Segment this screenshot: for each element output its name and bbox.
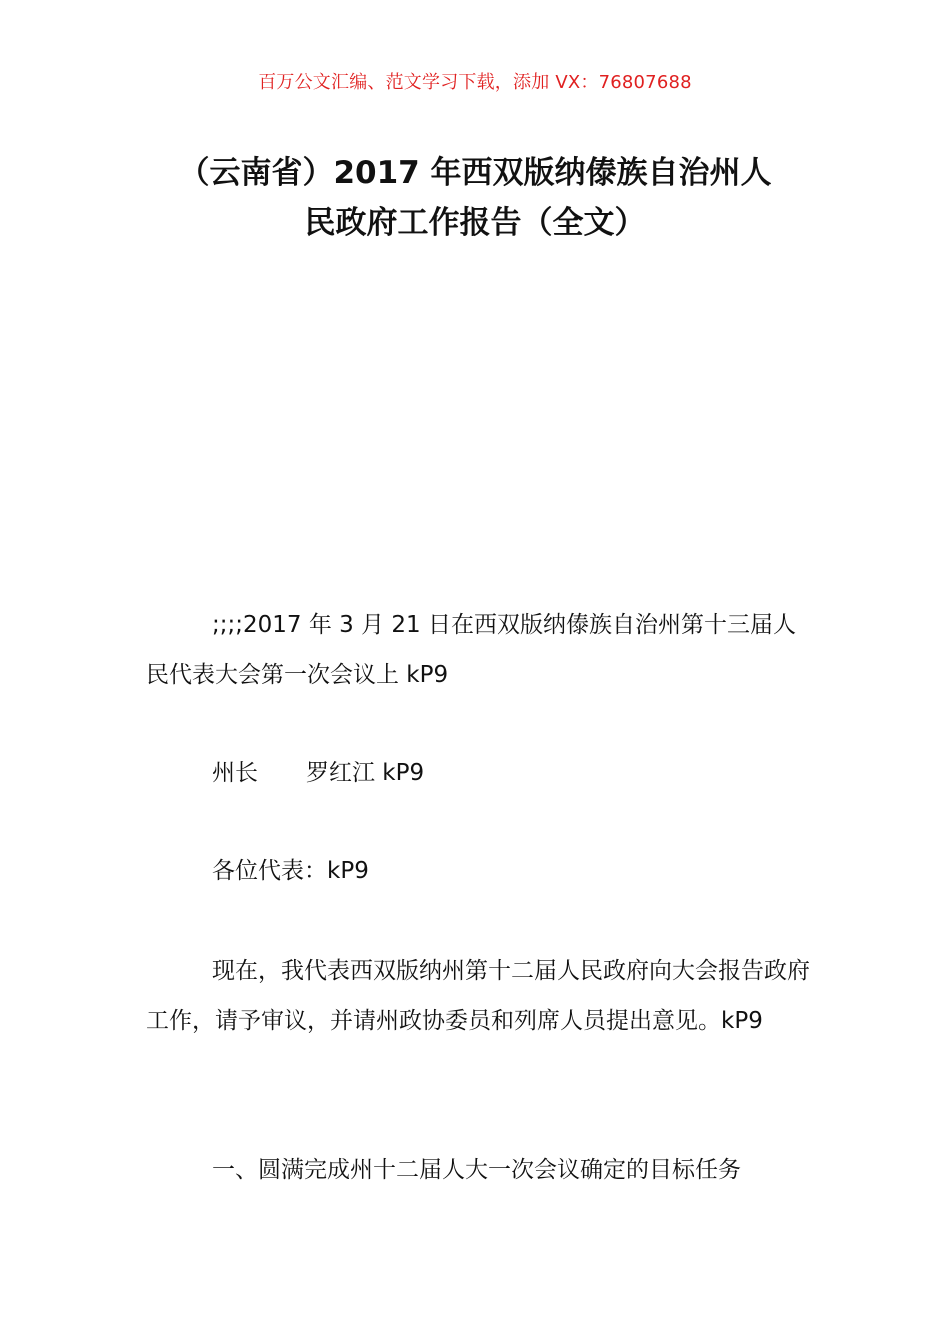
speaker-title: 州长 [212,760,258,786]
document-title [140,148,810,248]
section-heading: 一、圆满完成州十二届人大一次会议确定的目标任务 [212,1157,741,1183]
title-line-2: 民政府工作报告（全文） [304,205,646,241]
speaker-line [146,748,811,798]
opening-paragraph: 现在，我代表西双版纳州第十二届人民政府向大会报告政府工作，请予审议，并请州政协委员和列席人员提出意见。kP9 [146,958,810,1034]
title-line-1: （云南省）2017 年西双版纳傣族自治州人 [178,155,772,191]
header-watermark-note: 百万公文汇编、范文学习下载，添加 VX：76807688 [258,72,692,93]
intro-paragraph: ;;;;2017 年 3 月 21 日在西双版纳傣族自治州第十三届人民代表大会第一次会议上 kP9 [146,612,796,688]
speaker-name: 罗红江 kP9 [306,760,425,786]
salutation: 各位代表：kP9 [212,858,369,884]
